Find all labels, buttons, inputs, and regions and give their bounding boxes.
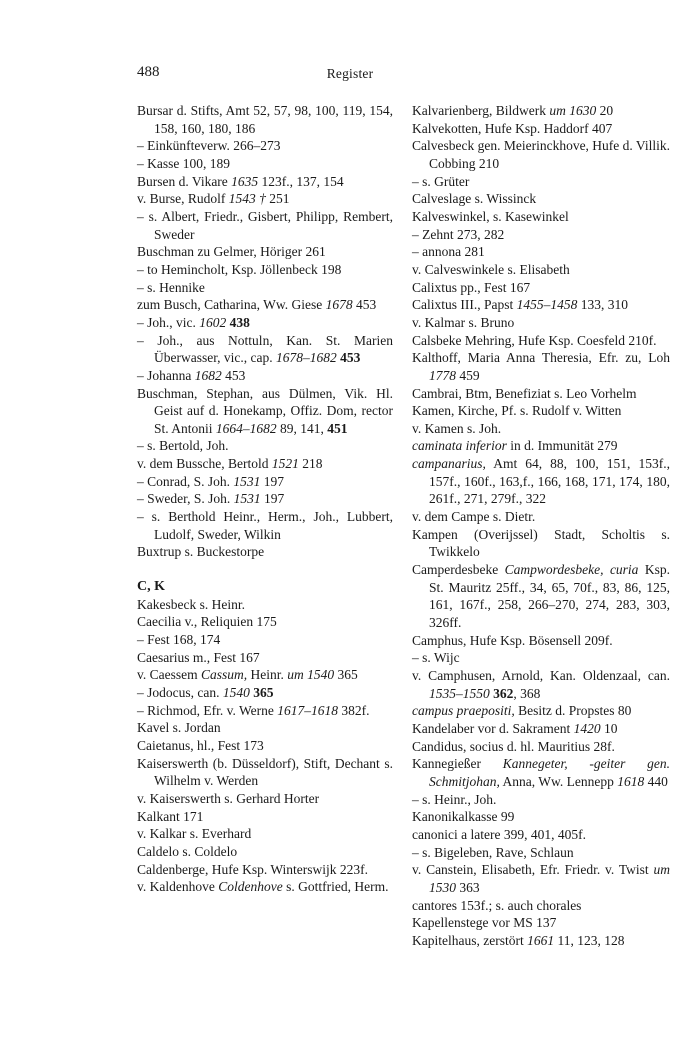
entry-text: – Conrad, S. Joh. <box>137 473 234 489</box>
index-entry <box>412 437 670 455</box>
entry-text: Bursen d. Vikare <box>137 173 232 189</box>
index-entry <box>412 120 670 138</box>
entry-text: 251 <box>265 191 290 207</box>
entry-text: Buschman zu Gelmer, Höriger 261 <box>137 244 326 260</box>
entry-text: Kandelaber vor d. Sakrament <box>412 720 574 736</box>
entry-text: Caesarius m., Fest 167 <box>137 649 260 665</box>
entry-text: Calveslage s. Wissinck <box>412 191 537 207</box>
entry-text: Kalvarienberg, Bildwerk <box>412 103 550 118</box>
index-entry <box>412 632 670 650</box>
index-entry <box>137 508 393 543</box>
index-entry <box>412 226 670 244</box>
entry-text: 1678–1682 <box>276 350 337 366</box>
index-entry <box>412 455 670 508</box>
entry-text: 123f., 137, 154 <box>258 173 344 189</box>
entry-text: 365 <box>334 667 358 683</box>
index-entry <box>412 137 670 172</box>
entry-text: campanarius, <box>412 456 486 472</box>
entry-text: – to Hemincholt, Ksp. Jöllenbeck 198 <box>137 261 342 277</box>
entry-text: 1664–1682 <box>215 420 277 436</box>
entry-text: 382f. <box>338 702 370 718</box>
entry-text: 1531 <box>233 491 261 507</box>
index-entry <box>412 702 670 720</box>
entry-text: 1535–1550 <box>429 685 490 701</box>
section-heading <box>137 578 393 596</box>
entry-text: 197 <box>260 473 285 489</box>
entry-text: Caecilia v., Reliquien 175 <box>137 614 277 630</box>
running-title: Register <box>326 66 374 81</box>
entry-text: 453 <box>352 297 377 313</box>
entry-text: v. dem Campe s. Dietr. <box>412 509 536 525</box>
entry-text: Caldelo s. Coldelo <box>137 843 238 859</box>
entry-text: Kalvekotten, Hufe Ksp. Haddorf 407 <box>412 120 613 136</box>
entry-text: Camphus, Hufe Ksp. Bösensell 209f. <box>412 632 613 648</box>
entry-text: 10 <box>600 720 618 736</box>
index-entry <box>412 102 670 120</box>
entry-text: um 1630 <box>549 103 597 118</box>
index-entry <box>412 561 670 632</box>
entry-text: 1455–1458 <box>516 297 578 313</box>
entry-text: Calixtus pp., Fest 167 <box>412 279 531 295</box>
index-entry <box>412 667 670 702</box>
index-entry <box>137 790 393 808</box>
entry-text: Caldenberge, Hufe Ksp. Winterswijk 223f. <box>137 861 369 877</box>
entry-text: Kanonikalkasse 99 <box>412 809 515 825</box>
entry-text: 1661 <box>527 932 555 948</box>
entry-text: , 368 <box>513 685 541 701</box>
entry-text: 459 <box>456 367 480 383</box>
entry-text: 11, 123, 128 <box>554 932 625 948</box>
entry-text: Caietanus, hl., Fest 173 <box>137 737 264 753</box>
entry-text: – Richmod, Efr. v. Werne <box>137 702 278 718</box>
entry-text: – Zehnt 273, 282 <box>412 226 505 242</box>
index-entry <box>412 826 670 844</box>
entry-text: Cambrai, Btm, Benefiziat s. Leo Vorhelm <box>412 385 637 401</box>
index-entry <box>137 878 393 896</box>
index-entry <box>412 649 670 667</box>
entry-text: – Einkünfteverw. 266–273 <box>137 138 281 154</box>
entry-text: Kapellenstege vor MS 137 <box>412 915 557 931</box>
entry-text: Heinr. <box>247 667 288 683</box>
entry-text: 1521 <box>271 456 299 472</box>
entry-text: v. Burse, Rudolf <box>137 191 229 207</box>
entry-text: Campwordesbeke, curia <box>504 562 639 578</box>
entry-text: – Kasse 100, 189 <box>137 155 230 171</box>
entry-text: 1602 <box>199 314 227 330</box>
entry-text: 89, 141, <box>276 420 328 436</box>
entry-text: 438 <box>229 314 250 330</box>
entry-text: Calvesbeck gen. Meierinckhove, Hufe d. Villik. Cobbing 210 <box>412 138 670 171</box>
index-entry <box>137 702 393 720</box>
index-entry <box>412 173 670 191</box>
entry-text: caminata inferior <box>412 438 507 454</box>
entry-text: 1778 <box>429 367 456 383</box>
entry-text: – Joh., vic. <box>137 314 200 330</box>
index-entry <box>137 261 393 279</box>
index-entry <box>412 402 670 420</box>
entry-text: – s. Hennike <box>137 279 205 295</box>
entry-text: 362 <box>493 685 514 701</box>
index-entry <box>137 173 393 191</box>
entry-text: 453 <box>221 367 246 383</box>
index-entry <box>137 666 393 684</box>
entry-text: zum Busch, Catharina, Ww. Giese <box>137 297 326 313</box>
entry-text: Kakesbeck s. Heinr. <box>137 596 245 612</box>
index-entry <box>412 808 670 826</box>
entry-text: Kannegießer <box>412 756 503 772</box>
index-entry <box>137 543 393 561</box>
entry-text: um 1540 <box>287 667 335 683</box>
entry-text: 1682 <box>194 367 222 383</box>
index-entry <box>412 755 670 790</box>
index-entry <box>137 332 393 367</box>
entry-text: 1531 <box>233 473 261 489</box>
entry-text: 1618 <box>617 773 645 789</box>
index-entry <box>412 914 670 932</box>
index-entry <box>137 719 393 737</box>
page-number: 488 <box>137 64 160 80</box>
index-entry <box>137 631 393 649</box>
entry-text: v. Calveswinkele s. Elisabeth <box>412 261 570 277</box>
entry-text: – Johanna <box>137 367 195 383</box>
index-entry <box>412 738 670 756</box>
index-entry <box>412 279 670 297</box>
entry-text: 1617–1618 <box>277 702 339 718</box>
entry-text: 218 <box>298 456 323 472</box>
entry-text: Kamen, Kirche, Pf. s. Rudolf v. Witten <box>412 403 622 419</box>
entry-text: Coldenhove <box>218 879 283 895</box>
entry-text: Buschman, Stephan, aus Dülmen, Vik. Hl. Geist auf d. Honekamp, Offiz. Dom, rector St. Antonii <box>137 385 393 436</box>
entry-text: Anna, Ww. Lennepp <box>499 773 618 789</box>
index-entry <box>412 243 670 261</box>
entry-text: C, K <box>137 579 165 595</box>
entry-text: Buxtrup s. Buckestorpe <box>137 544 265 560</box>
index-entry <box>137 243 393 261</box>
entry-text: Kannegeter, -geiter gen. Schmitjohan, <box>429 756 670 789</box>
entry-text: 1635 <box>231 173 259 189</box>
entry-text: – Jodocus, can. <box>137 685 223 700</box>
index-entry <box>137 684 393 702</box>
entry-text: – Sweder, S. Joh. <box>137 491 234 507</box>
index-entry <box>137 385 393 438</box>
index-entry <box>137 296 393 314</box>
entry-text: v. Kalkar s. Everhard <box>137 826 252 842</box>
entry-text: v. Canstein, Elisabeth, Efr. Friedr. v. Twist <box>412 862 654 878</box>
entry-text: – s. Bigeleben, Rave, Schlaun <box>412 844 574 860</box>
index-entry <box>412 720 670 738</box>
entry-text: – s. Bertold, Joh. <box>137 438 229 454</box>
index-entry <box>412 861 670 896</box>
index-entry <box>412 349 670 384</box>
entry-text: Candidus, socius d. hl. Mauritius 28f. <box>412 738 615 754</box>
index-entry <box>137 437 393 455</box>
index-entry <box>412 385 670 403</box>
entry-text: Calixtus III., Papst <box>412 297 517 313</box>
entry-text: Camperdesbeke <box>412 562 505 578</box>
entry-text: – s. Grüter <box>412 173 470 189</box>
entry-text: Cassum, <box>201 667 248 683</box>
entry-text: Kalveswinkel, s. Kasewinkel <box>412 208 569 224</box>
index-entry <box>137 613 393 631</box>
entry-text: 20 <box>596 103 614 118</box>
entry-text: 440 <box>644 773 668 789</box>
entry-text: – Joh., aus Nottuln, Kan. St. Marien Überwasser, vic., cap. <box>137 332 393 366</box>
entry-text: Besitz d. Propstes 80 <box>514 703 632 719</box>
index-entry <box>137 455 393 473</box>
index-entry <box>137 825 393 843</box>
entry-text: 1678 <box>325 297 353 313</box>
index-entry <box>137 102 393 137</box>
index-entry <box>137 649 393 667</box>
index-column-right <box>412 102 670 950</box>
index-entry <box>412 314 670 332</box>
entry-text: 451 <box>327 420 348 436</box>
index-entry <box>137 137 393 155</box>
entry-text: – Fest 168, 174 <box>137 632 221 648</box>
entry-text: v. Camphusen, Arnold, Kan. Oldenzaal, can. <box>412 668 670 683</box>
entry-text: s. Gottfried, Herm. <box>282 879 389 895</box>
entry-text: v. dem Bussche, Bertold <box>137 456 272 472</box>
index-entry <box>137 279 393 297</box>
index-entry <box>412 932 670 950</box>
entry-text: Ksp. St. Mauritz 25ff., 34, 65, 70f., 83, 86, 125, 161, 167f., 258, 266–270, 274, 283, 303, 326ff. <box>429 562 670 631</box>
entry-text: 1420 <box>573 720 601 736</box>
entry-text: cantores 153f.; s. auch chorales <box>412 897 582 913</box>
entry-text: – annona 281 <box>412 244 485 260</box>
index-entry <box>137 190 393 208</box>
index-entry <box>137 490 393 508</box>
entry-text: 1540 <box>222 685 250 700</box>
entry-text: v. Kaiserswerth s. Gerhard Horter <box>137 790 320 806</box>
index-entry <box>137 861 393 879</box>
entry-text: Kampen (Overijssel) Stadt, Scholtis s. Twikkelo <box>412 526 670 560</box>
entry-text: v. Kaldenhove <box>137 879 219 895</box>
index-entry <box>412 190 670 208</box>
index-entry <box>137 155 393 173</box>
index-entry <box>137 367 393 385</box>
index-entry <box>137 737 393 755</box>
entry-text: Bursar d. Stifts, Amt 52, 57, 98, 100, 119, 154, 158, 160, 180, 186 <box>137 103 393 136</box>
entry-text: v. Kalmar s. Bruno <box>412 314 515 330</box>
entry-text: – s. Albert, Friedr., Gisbert, Philipp, Rembert, Sweder <box>137 208 393 242</box>
index-entry <box>137 208 393 243</box>
entry-text: 365 <box>253 685 274 700</box>
index-entry <box>137 843 393 861</box>
index-entry <box>412 897 670 915</box>
index-entry <box>137 473 393 491</box>
index-column-left <box>137 102 393 896</box>
entry-text: Kalkant 171 <box>137 808 204 824</box>
entry-text: – s. Wijc <box>412 650 460 666</box>
index-entry <box>412 844 670 862</box>
entry-text: Kalthoff, Maria Anna Theresia, Efr. zu, Loh <box>412 350 670 366</box>
entry-text: Kapitelhaus, zerstört <box>412 932 528 948</box>
entry-text: um 1530 <box>429 862 670 895</box>
index-entry <box>137 314 393 332</box>
section-gap <box>137 561 393 578</box>
index-entry <box>137 596 393 614</box>
entry-text: – s. Berthold Heinr., Herm., Joh., Lubbert, Ludolf, Sweder, Wilkin <box>137 509 393 542</box>
entry-text: Amt 64, 88, 100, 151, 153f., 157f., 160f., 163,f., 166, 168, 171, 174, 180, 261f., 271, 279f., 322 <box>429 456 670 507</box>
entry-text: v. Caessem <box>137 667 201 683</box>
entry-text: in d. Immunität 279 <box>506 438 618 454</box>
index-entry <box>412 526 670 561</box>
entry-text: 363 <box>456 879 480 895</box>
entry-text: campus praepositi, <box>412 703 515 719</box>
index-entry <box>412 791 670 809</box>
entry-text: 1543 † <box>228 191 266 207</box>
index-entry <box>137 808 393 826</box>
index-entry <box>412 508 670 526</box>
entry-text: Kavel s. Jordan <box>137 720 221 736</box>
entry-text: – s. Heinr., Joh. <box>412 791 497 807</box>
index-entry <box>137 755 393 790</box>
entry-text: Calsbeke Mehring, Hufe Ksp. Coesfeld 210f. <box>412 332 657 348</box>
index-entry <box>412 420 670 438</box>
entry-text: 133, 310 <box>577 297 628 313</box>
entry-text: 197 <box>260 491 285 507</box>
entry-text: Kaiserswerth (b. Düsseldorf), Stift, Dechant s. Wilhelm v. Werden <box>137 755 393 789</box>
index-entry <box>412 332 670 350</box>
index-entry <box>412 261 670 279</box>
index-entry <box>412 296 670 314</box>
entry-text: canonici a latere 399, 401, 405f. <box>412 826 586 842</box>
entry-text: 453 <box>340 350 361 366</box>
index-entry <box>412 208 670 226</box>
entry-text: v. Kamen s. Joh. <box>412 420 502 436</box>
